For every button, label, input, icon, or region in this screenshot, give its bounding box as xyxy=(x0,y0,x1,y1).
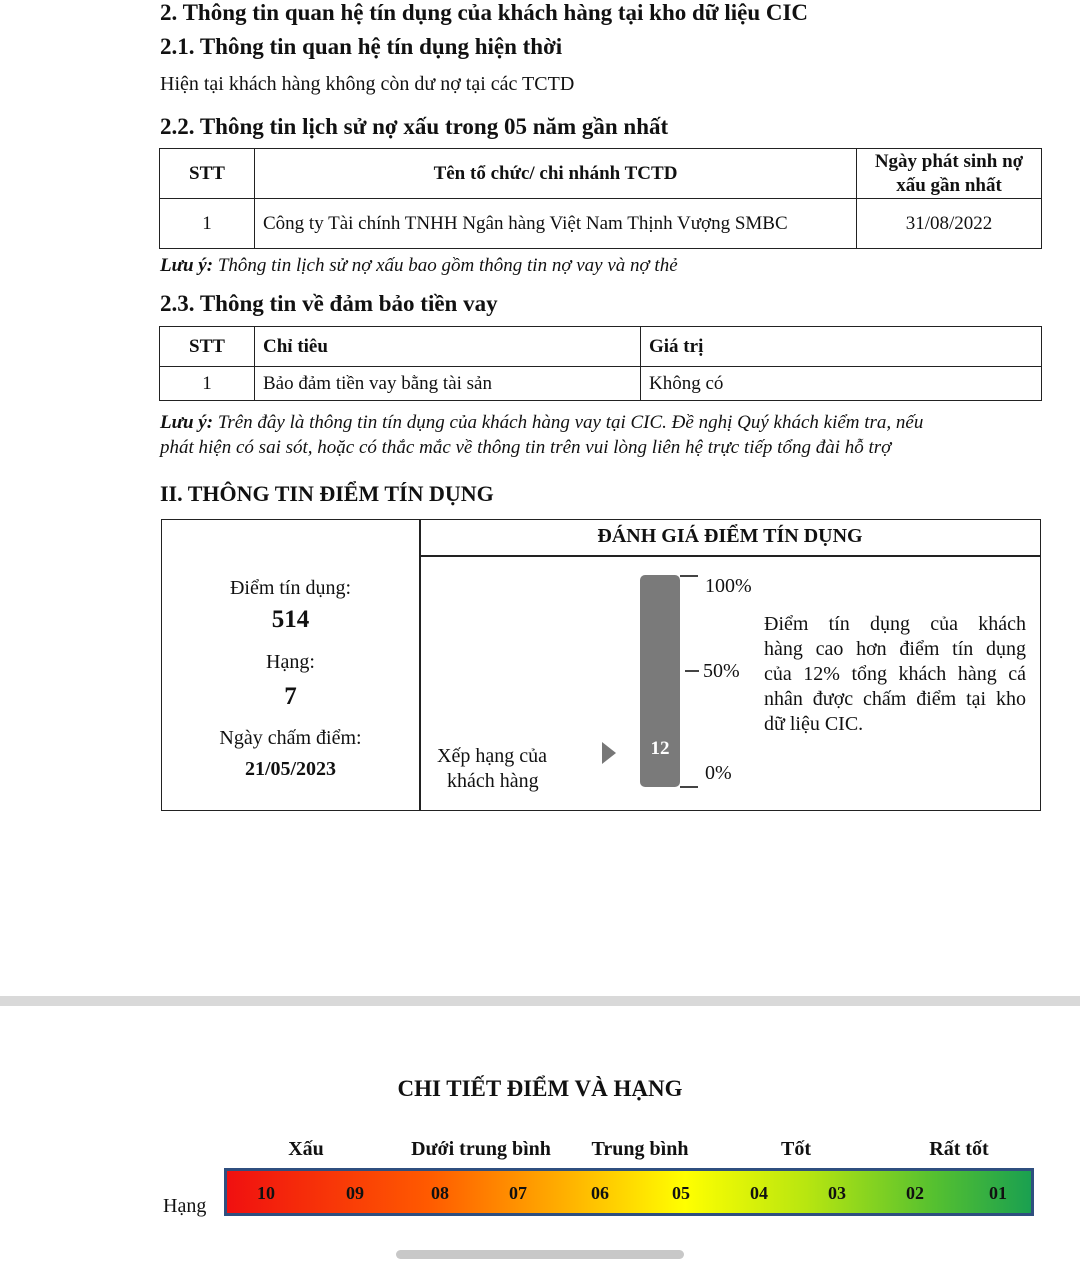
rank-row-label: Hạng xyxy=(163,1195,207,1217)
header-org: Tên tổ chức/ chi nhánh TCTD xyxy=(255,149,857,199)
box-header: ĐÁNH GIÁ ĐIỂM TÍN DỤNG xyxy=(597,525,863,547)
cell-stt: 1 xyxy=(160,199,255,249)
section-2-2-title: 2.2. Thông tin lịch sử nợ xấu trong 05 năm gần nhất xyxy=(160,114,669,139)
percentile-label: 12 xyxy=(650,738,670,759)
rank-cell: 02 xyxy=(906,1183,924,1203)
date-value: 21/05/2023 xyxy=(244,758,337,780)
level-label: Trung bình xyxy=(591,1138,689,1160)
header-stt: STT xyxy=(160,327,255,367)
rank-cell: 03 xyxy=(828,1183,846,1203)
rank-cell: 01 xyxy=(989,1183,1007,1203)
rank-caption-2: khách hàng xyxy=(447,770,539,792)
note-1: Lưu ý: Thông tin lịch sử nợ xấu bao gồm thông tin nợ vay và nợ thẻ xyxy=(160,255,678,276)
home-indicator[interactable] xyxy=(396,1250,684,1259)
level-label: Rất tốt xyxy=(929,1138,989,1160)
table-row xyxy=(160,199,1042,249)
cell-org: Công ty Tài chính TNHH Ngân hàng Việt Nam Thịnh Vượng SMBC xyxy=(255,199,857,249)
collateral-table xyxy=(159,326,1042,401)
level-label: Tốt xyxy=(781,1138,811,1160)
tick-50: 50% xyxy=(703,660,740,682)
cell-indicator: Bảo đảm tiền vay bằng tài sản xyxy=(255,367,641,401)
header-value: Giá trị xyxy=(641,327,1042,367)
rank-label: Hạng: xyxy=(266,651,315,673)
section-2-title: 2. Thông tin quan hệ tín dụng của khách hàng tại kho dữ liệu CIC xyxy=(160,0,809,25)
note-2-line-1: Lưu ý: Trên đây là thông tin tín dụng của khách hàng vay tại CIC. Đề nghị Quý khách kiểm tra, nếu xyxy=(160,412,924,433)
rank-cell: 04 xyxy=(750,1183,768,1203)
rank-cell: 07 xyxy=(509,1183,527,1203)
cell-value: Không có xyxy=(641,367,1042,401)
percentile-description: Điểm tín dụng của khách hàng cao hơn điểm tín dụng của 12% tổng khách hàng cá nhân được chấm điểm tại kho dữ liệu CIC. xyxy=(764,613,1026,735)
rank-cell: 06 xyxy=(591,1183,609,1203)
credit-score-box xyxy=(161,519,1041,811)
bad-debt-table xyxy=(159,148,1042,249)
rank-cell: 10 xyxy=(257,1183,275,1203)
section-ii-title: II. THÔNG TIN ĐIỂM TÍN DỤNG xyxy=(160,481,494,506)
level-label: Xấu xyxy=(288,1138,324,1160)
rank-cell: 08 xyxy=(431,1183,449,1203)
rank-value: 7 xyxy=(284,683,297,710)
rank-caption: Xếp hạng của xyxy=(437,745,547,767)
cell-date: 31/08/2022 xyxy=(857,199,1042,249)
current-credit-text: Hiện tại khách hàng không còn dư nợ tại các TCTD xyxy=(160,73,575,95)
score-label: Điểm tín dụng: xyxy=(229,577,352,599)
header-date: Ngày phát sinh nợ xấu gần nhất xyxy=(857,149,1042,199)
score-detail-title: CHI TIẾT ĐIỂM VÀ HẠNG xyxy=(397,1076,683,1101)
page-separator xyxy=(0,996,1080,1006)
tick-0: 0% xyxy=(705,762,732,784)
score-value: 514 xyxy=(271,606,310,633)
arrow-icon xyxy=(602,742,616,764)
date-label: Ngày chấm điểm: xyxy=(219,727,362,749)
section-2-1-title: 2.1. Thông tin quan hệ tín dụng hiện thời xyxy=(160,34,563,59)
rank-cell: 09 xyxy=(346,1183,364,1203)
tick-100: 100% xyxy=(705,575,752,597)
header-indicator: Chỉ tiêu xyxy=(255,327,641,367)
header-stt: STT xyxy=(160,149,255,199)
rank-scale-bar xyxy=(224,1168,1034,1216)
note-2-line-2: phát hiện có sai sót, hoặc có thắc mắc về thông tin trên vui lòng liên hệ trực tiếp tổng đài hỗ trợ xyxy=(160,437,892,458)
section-2-3-title: 2.3. Thông tin về đảm bảo tiền vay xyxy=(160,291,498,316)
rank-cell: 05 xyxy=(672,1183,690,1203)
cell-stt: 1 xyxy=(160,367,255,401)
level-label: Dưới trung bình xyxy=(411,1138,551,1160)
table-row xyxy=(160,367,1042,401)
